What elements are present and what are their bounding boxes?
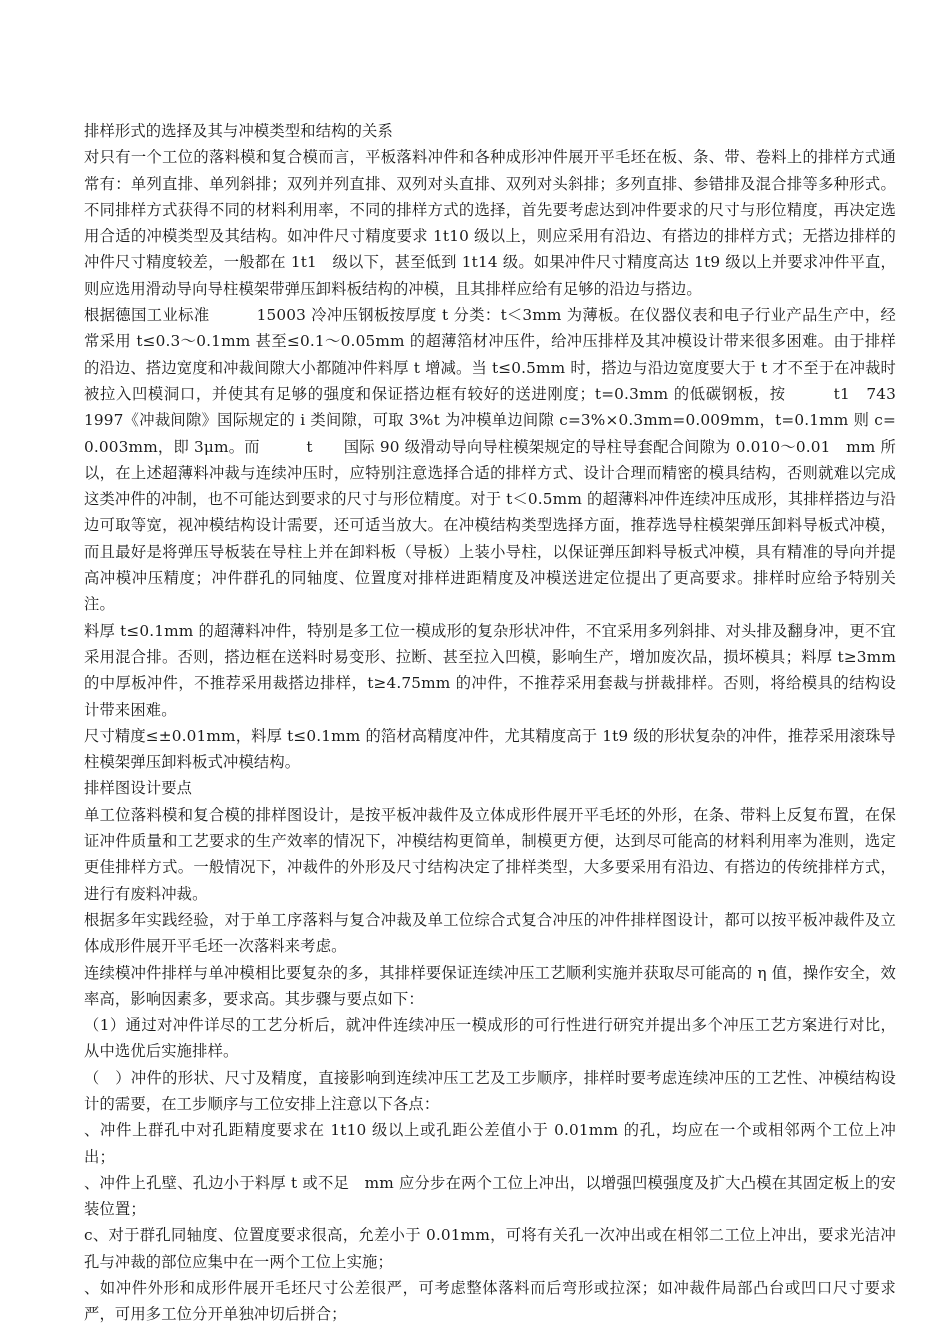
paragraph-experience: 根据多年实践经验，对于单工序落料与复合冲裁及单工位综合式复合冲压的冲件排样图设计，都可以按平板冲裁件及立体成形件展开平毛坯一次落料来考虑。 [84, 910, 896, 956]
list-item-step-1: （1）通过对冲件详尽的工艺分析后，就冲件连续冲压一模成形的可行性进行研究并提出多个冲压工艺方案进行对比，从中选优后实施排样。 [84, 1016, 896, 1061]
list-item-point-c: c、对于群孔同轴度、位置度要求很高，允差小于 0.01mm，可将有关孔一次冲出或在相邻二工位上冲出，要求光洁冲孔与冲裁的部位应集中在一两个工位上实施； [84, 1226, 896, 1271]
section-heading-layout-selection: 排样形式的选择及其与冲模类型和结构的关系 [84, 122, 393, 140]
document-page [84, 118, 912, 1328]
paragraph-progressive-die: 连续模冲件排样与单冲模相比要复杂的多，其排样要保证连续冲压工艺顺利实施并获取尽可能高的 η 值，操作安全，效率高，影响因素多，要求高。其步骤与要点如下： [84, 963, 896, 1008]
paragraph-ultra-thin-material: 料厚 t≤0.1mm 的超薄料冲件，特别是多工位一模成形的复杂形状冲件，不宜采用多列斜排、对头排及翻身冲，更不宜采用混合排。否则，搭边框在送料时易变形、拉断、甚至拉入凹模，影响生产，增加废次品，损坏模具；料厚 t≥3mm 的中厚板冲件，不推荐采用裁搭边排样，t≥4.75mm 的冲件，不推荐采用套裁与拼裁排样。否则，将给模具的结构设计带来困难。 [84, 621, 896, 719]
paragraph-layout-forms: 对只有一个工位的落料模和复合模而言，平板落料冲件和各种成形冲件展开平毛坯在板、条、带、卷料上的排样方式通常有：单列直排、单列斜排；双列并列直排、双列对头直排、双列对头斜排；多列直排、参错排及混合排等多种形式。不同排样方式获得不同的材料利用率，不同的排样方式的选择，首先要考虑达到冲件要求的尺寸与形位精度，再决定选用合适的冲模类型及其结构。如冲件尺寸精度要求 1t10 级以上，则应采用有沿边、有搭边的排样方式；无搭边排样的冲件尺寸精度较差，一般都在 1t1 级以下，甚至低到 1t14 级。如果冲件尺寸精度高达 1t9 级以上并要求冲件平直，则应选用滑动导向导柱模架带弹压卸料板结构的冲模，且其排样应给有足够的沿边与搭边。 [84, 148, 896, 298]
paragraph-thin-sheet: 根据德国工业标准 15003 冷冲压钢板按厚度 t 分类：t＜3mm 为薄板。在仪器仪表和电子行业产品生产中，经常采用 t≤0.3～0.1mm 甚至≤0.1～0.05mm 的超薄箔材冲压件，给冲压排样及其冲模设计带来很多困难。由于排样的沿边、搭边宽度和冲裁间隙大小都随冲件料厚 t 增减。当 t≤0.5mm 时，搭边与沿边宽度要大于 t 才不至于在冲裁时被拉入凹模洞口，并使其有足够的强度和保证搭边框有较好的送进刚度；t=0.3mm 的低碳钢板，按 t1 743 1997《冲裁间隙》国际规定的 i 类间隙，可取 3%t 为冲模单边间隙 c=3%×0.3mm=0.009mm，t=0.1mm 则 c=0.003mm，即 3μm。而 t 国际 90 级滑动导向导柱模架规定的导柱导套配合间隙为 0.010～0.01 mm 所以，在上述超薄料冲裁与连续冲压时，应特别注意选择合适的排样方式、设计合理而精密的模具结构，否则就难以完成这类冲件的冲制，也不可能达到要求的尺寸与形位精度。对于 t＜0.5mm 的超薄料冲件连续冲压成形，其排样搭边与沿边可取等宽，视冲模结构设计需要，还可适当放大。在冲模结构类型选择方面，推荐选导柱模架弹压卸料导板式冲模，而且最好是将弹压导板装在导柱上并在卸料板（导板）上装小导柱，以保证弹压卸料导板式冲模，具有精准的导向并提高冲模冲压精度；冲件群孔的同轴度、位置度对排样进距精度及冲模送进定位提出了更高要求。排样时应给予特别关注。 [84, 306, 912, 614]
list-item-point-b: 、冲件上孔壁、孔边小于料厚 t 或不足 mm 应分步在两个工位上冲出，以增强凹模强度及扩大凸模在其固定板上的安装位置； [84, 1173, 896, 1219]
list-item-point-d: 、如冲件外形和成形件展开毛坯尺寸公差很严，可考虑整体落料而后弯形或拉深；如冲裁件局部凸台或凹口尺寸要求严，可用多工位分开单独冲切后拼合； [84, 1279, 896, 1324]
paragraph-single-station: 单工位落料模和复合模的排样图设计，是按平板冲裁件及立体成形件展开平毛坯的外形，在条、带料上反复布置，在保证冲件质量和工艺要求的生产效率的情况下，冲模结构更简单，制模更方便，达到尽可能高的材料利用率为准则，选定更佳排样方式。一般情况下，冲裁件的外形及尺寸结构决定了排样类型，大多要采用有沿边、有搭边的传统排样方式，进行有废料冲裁。 [84, 805, 896, 903]
list-item-point-a: 、冲件上群孔中对孔距精度要求在 1t10 级以上或孔距公差值小于 0.01mm 的孔，均应在一个或相邻两个工位上冲出； [84, 1121, 896, 1166]
paragraph-precision-foil: 尺寸精度≤±0.01mm，料厚 t≤0.1mm 的箔材高精度冲件，尤其精度高于 1t9 级的形状复杂的冲件，推荐采用滚珠导柱模架弹压卸料板式冲模结构。 [84, 726, 896, 772]
list-item-step-2: （ ）冲件的形状、尺寸及精度，直接影响到连续冲压工艺及工步顺序，排样时要考虑连续冲压的工艺性、冲模结构设计的需要，在工步顺序与工位安排上注意以下各点： [84, 1068, 896, 1113]
section-heading-layout-design: 排样图设计要点 [84, 779, 193, 798]
